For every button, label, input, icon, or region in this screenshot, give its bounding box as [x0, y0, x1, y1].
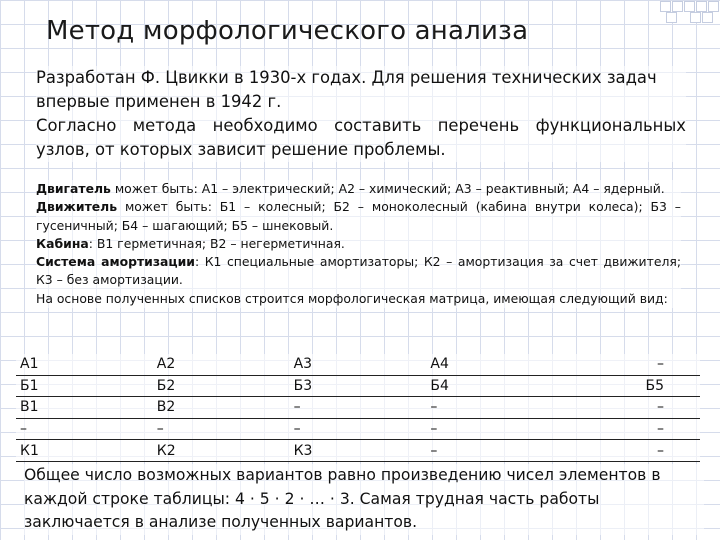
table-cell: –	[563, 440, 700, 462]
table-cell: К3	[290, 440, 427, 462]
conclusion-paragraph: Общее число возможных вариантов равно произведению чисел элементов в каждой строке таблицы: 4 · 5 · 2 · … · 3. Самая трудная часть работы заключается в анализе полученных вариантов.	[24, 466, 661, 531]
table-cell: А1	[16, 354, 153, 375]
table-cell: Б2	[153, 375, 290, 397]
component-suspension	[36, 253, 681, 290]
table-cell: А4	[426, 354, 563, 375]
component-list	[36, 180, 681, 308]
table-row	[16, 418, 700, 440]
table-cell: Б1	[16, 375, 153, 397]
table-cell: –	[563, 354, 700, 375]
intro-paragraph-2: Согласно метода необходимо составить перечень функциональных узлов, от которых зависит решение проблемы.	[36, 116, 686, 159]
table-cell: Б3	[290, 375, 427, 397]
term-text: : В1 герметичная; В2 – негерметичная.	[88, 235, 345, 251]
term-label: Система амортизации	[36, 254, 195, 270]
table-cell: –	[563, 397, 700, 419]
table-cell: К2	[153, 440, 290, 462]
table-cell: А3	[290, 354, 427, 375]
term-label: Движитель	[36, 199, 118, 215]
term-text: : К1 специальные амортизаторы; К2 – амортизация за счет движителя; К3 – без амортизации.	[36, 254, 681, 288]
table-cell: –	[290, 397, 427, 419]
component-propulsor	[36, 198, 681, 235]
table-cell: Б5	[563, 375, 700, 397]
table-cell: А2	[153, 354, 290, 375]
term-text: может быть: А1 – электрический; А2 – химический; А3 – реактивный; А4 – ядерный.	[110, 181, 665, 196]
intro-paragraph-1: Разработан Ф. Цвикки в 1930-х годах. Для решения технических задач впервые применен в 1942 г.	[36, 68, 657, 111]
table-cell: –	[426, 397, 563, 419]
component-engine	[36, 180, 681, 198]
intro-text	[36, 66, 686, 162]
table-cell: –	[153, 418, 290, 440]
table-cell: –	[16, 418, 153, 440]
table-cell: В1	[16, 397, 153, 419]
conclusion-text	[24, 464, 704, 535]
term-label: Кабина	[36, 235, 89, 251]
table-cell: Б4	[426, 375, 563, 397]
corner-decoration	[660, 0, 720, 22]
table-cell: –	[426, 440, 563, 462]
table-cell: К1	[16, 440, 153, 462]
table-cell: –	[290, 418, 427, 440]
table-row	[16, 375, 700, 397]
morphological-matrix	[16, 354, 700, 462]
table-row	[16, 397, 700, 419]
table-row	[16, 440, 700, 462]
term-text: может быть: Б1 – колесный; Б2 – моноколесный (кабина внутри колеса); Б3 – гусеничный; Б4 – шагающий; Б5 – шнековый.	[36, 199, 681, 233]
page-title: Метод морфологического анализа	[46, 16, 529, 46]
table-cell: –	[426, 418, 563, 440]
term-text: На основе полученных списков строится морфологическая матрица, имеющая следующий вид:	[36, 290, 668, 306]
component-cabin	[36, 235, 681, 253]
term-label: Двигатель	[36, 181, 111, 196]
table-cell: В2	[153, 397, 290, 419]
matrix-intro	[36, 290, 681, 308]
table-cell: –	[563, 418, 700, 440]
table-row	[16, 354, 700, 375]
